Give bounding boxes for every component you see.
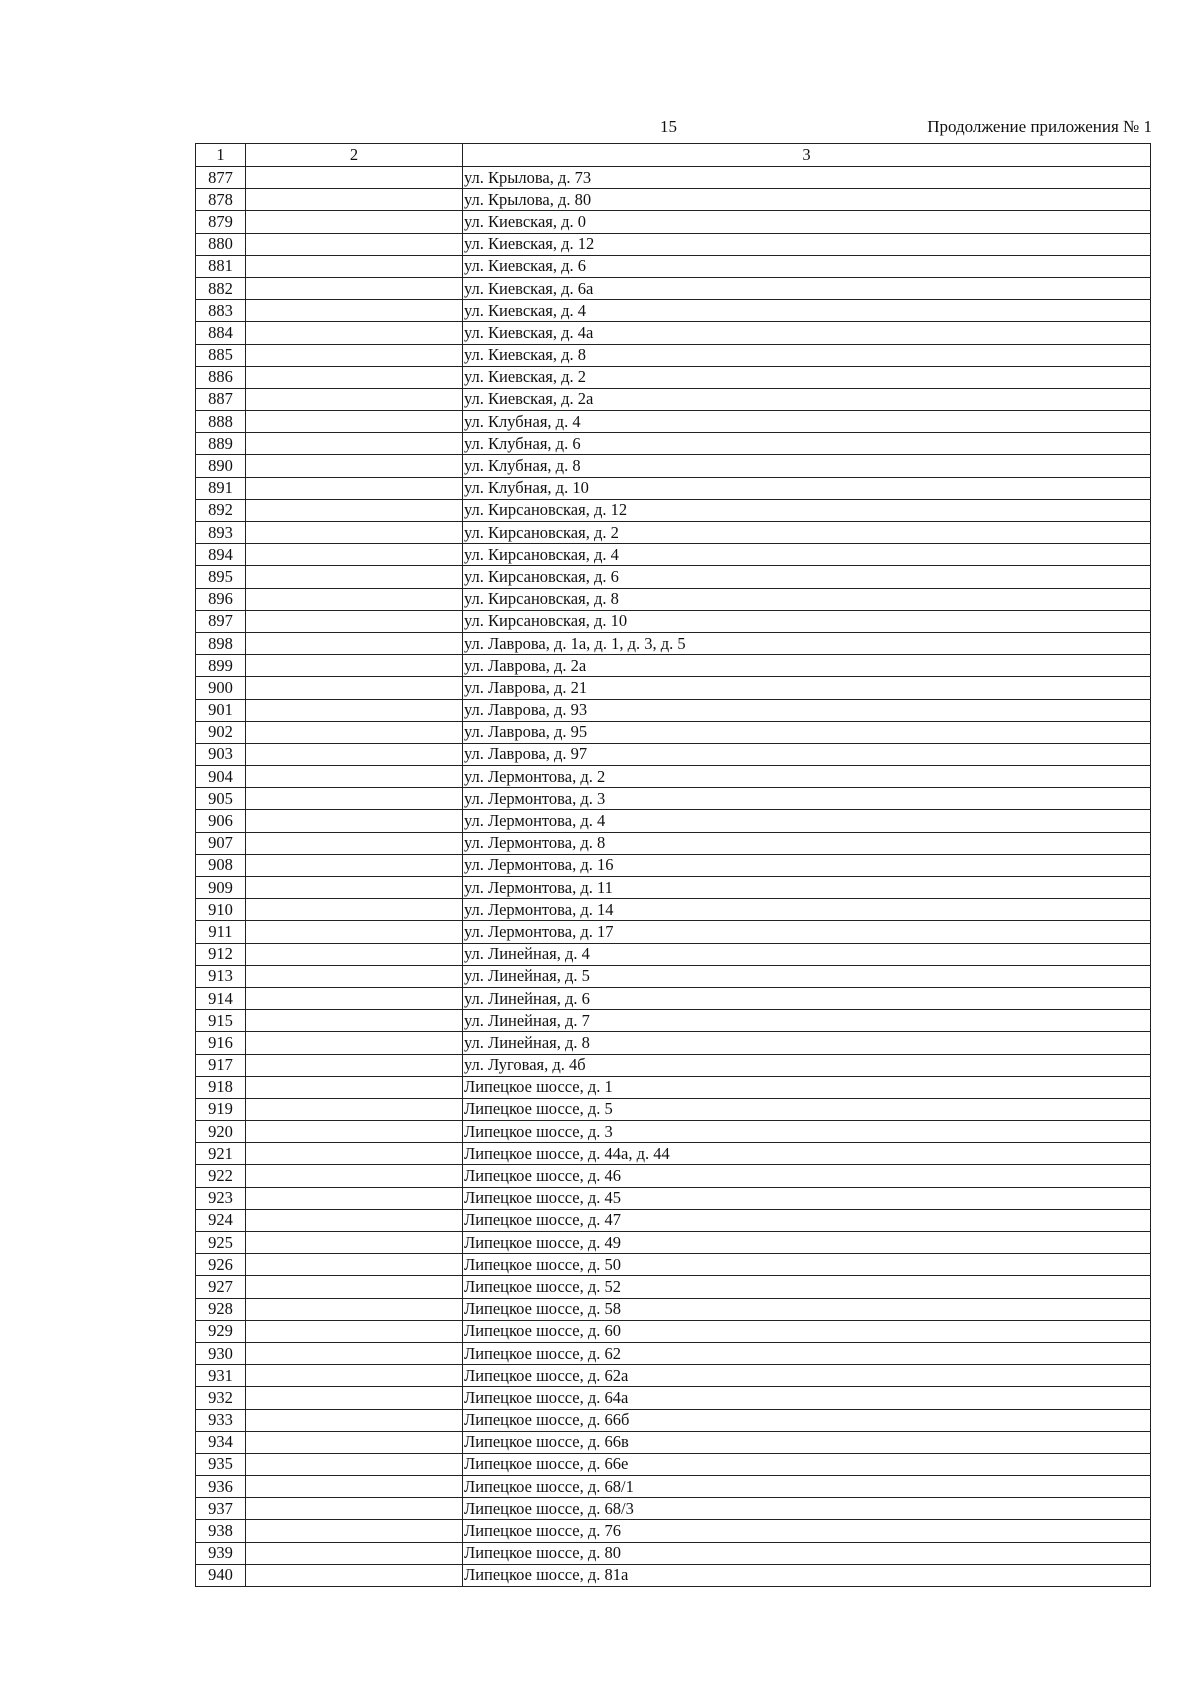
row-address: Липецкое шоссе, д. 58 <box>463 1298 1151 1320</box>
row-address: Липецкое шоссе, д. 52 <box>463 1276 1151 1298</box>
row-number: 892 <box>196 499 246 521</box>
row-address: Липецкое шоссе, д. 5 <box>463 1098 1151 1120</box>
table-row <box>196 300 1151 322</box>
row-col2-cell <box>246 1365 463 1387</box>
row-number: 881 <box>196 255 246 277</box>
row-number: 882 <box>196 277 246 299</box>
row-address: Липецкое шоссе, д. 66б <box>463 1409 1151 1431</box>
row-number: 928 <box>196 1298 246 1320</box>
row-number: 909 <box>196 877 246 899</box>
table-row <box>196 588 1151 610</box>
row-col2-cell <box>246 832 463 854</box>
row-address: ул. Киевская, д. 2 <box>463 366 1151 388</box>
row-number: 904 <box>196 766 246 788</box>
row-col2-cell <box>246 610 463 632</box>
table-row <box>196 566 1151 588</box>
table-row <box>196 499 1151 521</box>
row-col2-cell <box>246 1476 463 1498</box>
row-col2-cell <box>246 632 463 654</box>
table-row <box>196 699 1151 721</box>
row-address: Липецкое шоссе, д. 44а, д. 44 <box>463 1143 1151 1165</box>
row-number: 908 <box>196 854 246 876</box>
row-col2-cell <box>246 455 463 477</box>
row-col2-cell <box>246 810 463 832</box>
row-col2-cell <box>246 167 463 189</box>
row-col2-cell <box>246 1098 463 1120</box>
table-row <box>196 1232 1151 1254</box>
row-col2-cell <box>246 854 463 876</box>
table-row <box>196 255 1151 277</box>
table-row <box>196 433 1151 455</box>
table-row <box>196 788 1151 810</box>
header-row <box>196 144 1151 167</box>
row-address: ул. Клубная, д. 4 <box>463 411 1151 433</box>
row-address: ул. Крылова, д. 80 <box>463 189 1151 211</box>
row-address: Липецкое шоссе, д. 66е <box>463 1453 1151 1475</box>
row-col2-cell <box>246 921 463 943</box>
table-row <box>196 1032 1151 1054</box>
row-number: 912 <box>196 943 246 965</box>
table-row <box>196 1476 1151 1498</box>
row-number: 929 <box>196 1320 246 1342</box>
table-row <box>196 1342 1151 1364</box>
row-col2-cell <box>246 1453 463 1475</box>
row-address: ул. Линейная, д. 8 <box>463 1032 1151 1054</box>
row-address: ул. Лаврова, д. 21 <box>463 677 1151 699</box>
row-number: 886 <box>196 366 246 388</box>
row-address: ул. Линейная, д. 4 <box>463 943 1151 965</box>
row-address: ул. Линейная, д. 6 <box>463 987 1151 1009</box>
table-row <box>196 1298 1151 1320</box>
row-number: 905 <box>196 788 246 810</box>
table-row <box>196 1143 1151 1165</box>
row-address: ул. Линейная, д. 5 <box>463 965 1151 987</box>
row-number: 930 <box>196 1342 246 1364</box>
table-row <box>196 233 1151 255</box>
row-col2-cell <box>246 388 463 410</box>
row-col2-cell <box>246 677 463 699</box>
row-col2-cell <box>246 1431 463 1453</box>
row-address: ул. Киевская, д. 2а <box>463 388 1151 410</box>
row-number: 899 <box>196 655 246 677</box>
row-col2-cell <box>246 344 463 366</box>
table-row <box>196 610 1151 632</box>
address-table <box>195 143 1151 1587</box>
row-address: Липецкое шоссе, д. 1 <box>463 1076 1151 1098</box>
row-col2-cell <box>246 255 463 277</box>
row-number: 907 <box>196 832 246 854</box>
row-col2-cell <box>246 1542 463 1564</box>
row-address: Липецкое шоссе, д. 3 <box>463 1121 1151 1143</box>
row-address: ул. Лермонтова, д. 14 <box>463 899 1151 921</box>
row-address: ул. Лаврова, д. 97 <box>463 743 1151 765</box>
row-address: Липецкое шоссе, д. 80 <box>463 1542 1151 1564</box>
table-row <box>196 344 1151 366</box>
row-number: 890 <box>196 455 246 477</box>
row-col2-cell <box>246 1143 463 1165</box>
row-address: Липецкое шоссе, д. 62 <box>463 1342 1151 1364</box>
row-address: Липецкое шоссе, д. 47 <box>463 1209 1151 1231</box>
row-number: 939 <box>196 1542 246 1564</box>
row-address: ул. Лермонтова, д. 16 <box>463 854 1151 876</box>
row-number: 923 <box>196 1187 246 1209</box>
row-address: Липецкое шоссе, д. 66в <box>463 1431 1151 1453</box>
table-row <box>196 1054 1151 1076</box>
table-row <box>196 854 1151 876</box>
row-col2-cell <box>246 499 463 521</box>
table-row <box>196 1564 1151 1586</box>
row-col2-cell <box>246 411 463 433</box>
row-address: Липецкое шоссе, д. 68/1 <box>463 1476 1151 1498</box>
row-address: Липецкое шоссе, д. 60 <box>463 1320 1151 1342</box>
row-number: 889 <box>196 433 246 455</box>
row-col2-cell <box>246 1409 463 1431</box>
row-col2-cell <box>246 743 463 765</box>
table-row <box>196 1098 1151 1120</box>
row-col2-cell <box>246 1187 463 1209</box>
row-number: 901 <box>196 699 246 721</box>
row-number: 933 <box>196 1409 246 1431</box>
row-address: ул. Лаврова, д. 95 <box>463 721 1151 743</box>
row-number: 900 <box>196 677 246 699</box>
row-col2-cell <box>246 189 463 211</box>
row-address: Липецкое шоссе, д. 64а <box>463 1387 1151 1409</box>
row-address: Липецкое шоссе, д. 45 <box>463 1187 1151 1209</box>
row-number: 932 <box>196 1387 246 1409</box>
row-number: 918 <box>196 1076 246 1098</box>
table-row <box>196 987 1151 1009</box>
row-number: 902 <box>196 721 246 743</box>
row-number: 893 <box>196 522 246 544</box>
row-address: ул. Лермонтова, д. 17 <box>463 921 1151 943</box>
row-address: ул. Кирсановская, д. 8 <box>463 588 1151 610</box>
row-number: 887 <box>196 388 246 410</box>
table-row <box>196 1076 1151 1098</box>
row-col2-cell <box>246 1054 463 1076</box>
table-body <box>196 167 1151 1587</box>
row-number: 937 <box>196 1498 246 1520</box>
row-number: 885 <box>196 344 246 366</box>
table-row <box>196 322 1151 344</box>
row-col2-cell <box>246 1165 463 1187</box>
table-row <box>196 544 1151 566</box>
column-header-3: 3 <box>463 144 1151 167</box>
row-col2-cell <box>246 1121 463 1143</box>
row-number: 916 <box>196 1032 246 1054</box>
row-number: 888 <box>196 411 246 433</box>
table-row <box>196 921 1151 943</box>
row-number: 895 <box>196 566 246 588</box>
table-row <box>196 477 1151 499</box>
row-col2-cell <box>246 1232 463 1254</box>
row-number: 879 <box>196 211 246 233</box>
table-row <box>196 1209 1151 1231</box>
row-col2-cell <box>246 588 463 610</box>
row-address: ул. Клубная, д. 8 <box>463 455 1151 477</box>
row-address: ул. Лермонтова, д. 4 <box>463 810 1151 832</box>
row-number: 911 <box>196 921 246 943</box>
row-col2-cell <box>246 277 463 299</box>
row-number: 934 <box>196 1431 246 1453</box>
row-address: ул. Лаврова, д. 2а <box>463 655 1151 677</box>
column-header-1: 1 <box>196 144 246 167</box>
row-address: ул. Клубная, д. 10 <box>463 477 1151 499</box>
continuation-label: Продолжение приложения № 1 <box>927 117 1152 136</box>
row-col2-cell <box>246 1032 463 1054</box>
table-row <box>196 1165 1151 1187</box>
row-number: 910 <box>196 899 246 921</box>
table-row <box>196 167 1151 189</box>
table-row <box>196 766 1151 788</box>
row-col2-cell <box>246 1387 463 1409</box>
row-address: ул. Кирсановская, д. 10 <box>463 610 1151 632</box>
row-col2-cell <box>246 1209 463 1231</box>
table-row <box>196 810 1151 832</box>
row-address: ул. Лаврова, д. 1а, д. 1, д. 3, д. 5 <box>463 632 1151 654</box>
column-header-2: 2 <box>246 144 463 167</box>
row-address: ул. Киевская, д. 0 <box>463 211 1151 233</box>
row-col2-cell <box>246 721 463 743</box>
row-number: 894 <box>196 544 246 566</box>
table-header <box>196 144 1151 167</box>
row-col2-cell <box>246 1564 463 1586</box>
table-row <box>196 1320 1151 1342</box>
table-row <box>196 522 1151 544</box>
table-row <box>196 677 1151 699</box>
row-number: 898 <box>196 632 246 654</box>
row-col2-cell <box>246 522 463 544</box>
row-col2-cell <box>246 1298 463 1320</box>
row-address: ул. Линейная, д. 7 <box>463 1010 1151 1032</box>
row-number: 938 <box>196 1520 246 1542</box>
row-col2-cell <box>246 788 463 810</box>
row-col2-cell <box>246 899 463 921</box>
row-col2-cell <box>246 544 463 566</box>
row-address: Липецкое шоссе, д. 68/3 <box>463 1498 1151 1520</box>
row-col2-cell <box>246 300 463 322</box>
row-col2-cell <box>246 965 463 987</box>
row-number: 883 <box>196 300 246 322</box>
row-number: 927 <box>196 1276 246 1298</box>
table-row <box>196 277 1151 299</box>
row-col2-cell <box>246 655 463 677</box>
row-address: ул. Кирсановская, д. 12 <box>463 499 1151 521</box>
row-col2-cell <box>246 1498 463 1520</box>
table-row <box>196 743 1151 765</box>
table-row <box>196 189 1151 211</box>
row-col2-cell <box>246 877 463 899</box>
table-row <box>196 655 1151 677</box>
row-number: 925 <box>196 1232 246 1254</box>
row-number: 922 <box>196 1165 246 1187</box>
row-number: 884 <box>196 322 246 344</box>
row-address: ул. Кирсановская, д. 2 <box>463 522 1151 544</box>
table-row <box>196 1498 1151 1520</box>
table-row <box>196 1542 1151 1564</box>
row-address: ул. Лермонтова, д. 2 <box>463 766 1151 788</box>
row-number: 877 <box>196 167 246 189</box>
table-row <box>196 632 1151 654</box>
row-col2-cell <box>246 366 463 388</box>
row-col2-cell <box>246 1010 463 1032</box>
table-row <box>196 877 1151 899</box>
row-address: Липецкое шоссе, д. 46 <box>463 1165 1151 1187</box>
row-number: 917 <box>196 1054 246 1076</box>
row-address: ул. Киевская, д. 4а <box>463 322 1151 344</box>
row-col2-cell <box>246 699 463 721</box>
row-col2-cell <box>246 233 463 255</box>
row-address: ул. Киевская, д. 8 <box>463 344 1151 366</box>
table-row <box>196 721 1151 743</box>
table-row <box>196 411 1151 433</box>
row-number: 897 <box>196 610 246 632</box>
row-number: 880 <box>196 233 246 255</box>
row-number: 921 <box>196 1143 246 1165</box>
table-row <box>196 1520 1151 1542</box>
table-row <box>196 366 1151 388</box>
table-row <box>196 1010 1151 1032</box>
row-col2-cell <box>246 1076 463 1098</box>
row-address: ул. Киевская, д. 12 <box>463 233 1151 255</box>
row-col2-cell <box>246 1520 463 1542</box>
row-col2-cell <box>246 1320 463 1342</box>
table-row <box>196 832 1151 854</box>
table-row <box>196 1187 1151 1209</box>
row-address: ул. Крылова, д. 73 <box>463 167 1151 189</box>
row-address: ул. Киевская, д. 4 <box>463 300 1151 322</box>
row-col2-cell <box>246 211 463 233</box>
row-number: 878 <box>196 189 246 211</box>
row-number: 919 <box>196 1098 246 1120</box>
row-address: ул. Кирсановская, д. 6 <box>463 566 1151 588</box>
row-col2-cell <box>246 322 463 344</box>
row-address: ул. Лермонтова, д. 8 <box>463 832 1151 854</box>
row-col2-cell <box>246 1276 463 1298</box>
row-address: Липецкое шоссе, д. 76 <box>463 1520 1151 1542</box>
row-number: 936 <box>196 1476 246 1498</box>
table-row <box>196 899 1151 921</box>
table-row <box>196 1409 1151 1431</box>
row-address: ул. Лаврова, д. 93 <box>463 699 1151 721</box>
row-number: 914 <box>196 987 246 1009</box>
row-number: 931 <box>196 1365 246 1387</box>
row-col2-cell <box>246 433 463 455</box>
row-col2-cell <box>246 943 463 965</box>
row-col2-cell <box>246 566 463 588</box>
row-number: 913 <box>196 965 246 987</box>
row-address: ул. Лермонтова, д. 11 <box>463 877 1151 899</box>
table-row <box>196 1121 1151 1143</box>
row-number: 935 <box>196 1453 246 1475</box>
row-col2-cell <box>246 1342 463 1364</box>
row-col2-cell <box>246 987 463 1009</box>
row-number: 891 <box>196 477 246 499</box>
row-address: ул. Кирсановская, д. 4 <box>463 544 1151 566</box>
row-address: ул. Киевская, д. 6 <box>463 255 1151 277</box>
table-row <box>196 1254 1151 1276</box>
row-address: Липецкое шоссе, д. 49 <box>463 1232 1151 1254</box>
table-row <box>196 1453 1151 1475</box>
row-number: 896 <box>196 588 246 610</box>
row-number: 915 <box>196 1010 246 1032</box>
table-row <box>196 1387 1151 1409</box>
row-number: 924 <box>196 1209 246 1231</box>
row-address: ул. Лермонтова, д. 3 <box>463 788 1151 810</box>
table-row <box>196 211 1151 233</box>
row-number: 940 <box>196 1564 246 1586</box>
table-row <box>196 455 1151 477</box>
row-number: 926 <box>196 1254 246 1276</box>
row-address: ул. Клубная, д. 6 <box>463 433 1151 455</box>
row-number: 903 <box>196 743 246 765</box>
row-address: Липецкое шоссе, д. 62а <box>463 1365 1151 1387</box>
row-address: Липецкое шоссе, д. 81а <box>463 1564 1151 1586</box>
row-col2-cell <box>246 766 463 788</box>
row-address: ул. Луговая, д. 4б <box>463 1054 1151 1076</box>
row-address: Липецкое шоссе, д. 50 <box>463 1254 1151 1276</box>
table-row <box>196 1431 1151 1453</box>
table-row <box>196 388 1151 410</box>
table-row <box>196 1276 1151 1298</box>
row-number: 906 <box>196 810 246 832</box>
table-row <box>196 1365 1151 1387</box>
row-col2-cell <box>246 477 463 499</box>
row-address: ул. Киевская, д. 6а <box>463 277 1151 299</box>
table-row <box>196 943 1151 965</box>
page-number: 15 <box>660 117 677 136</box>
row-col2-cell <box>246 1254 463 1276</box>
table-row <box>196 965 1151 987</box>
row-number: 920 <box>196 1121 246 1143</box>
